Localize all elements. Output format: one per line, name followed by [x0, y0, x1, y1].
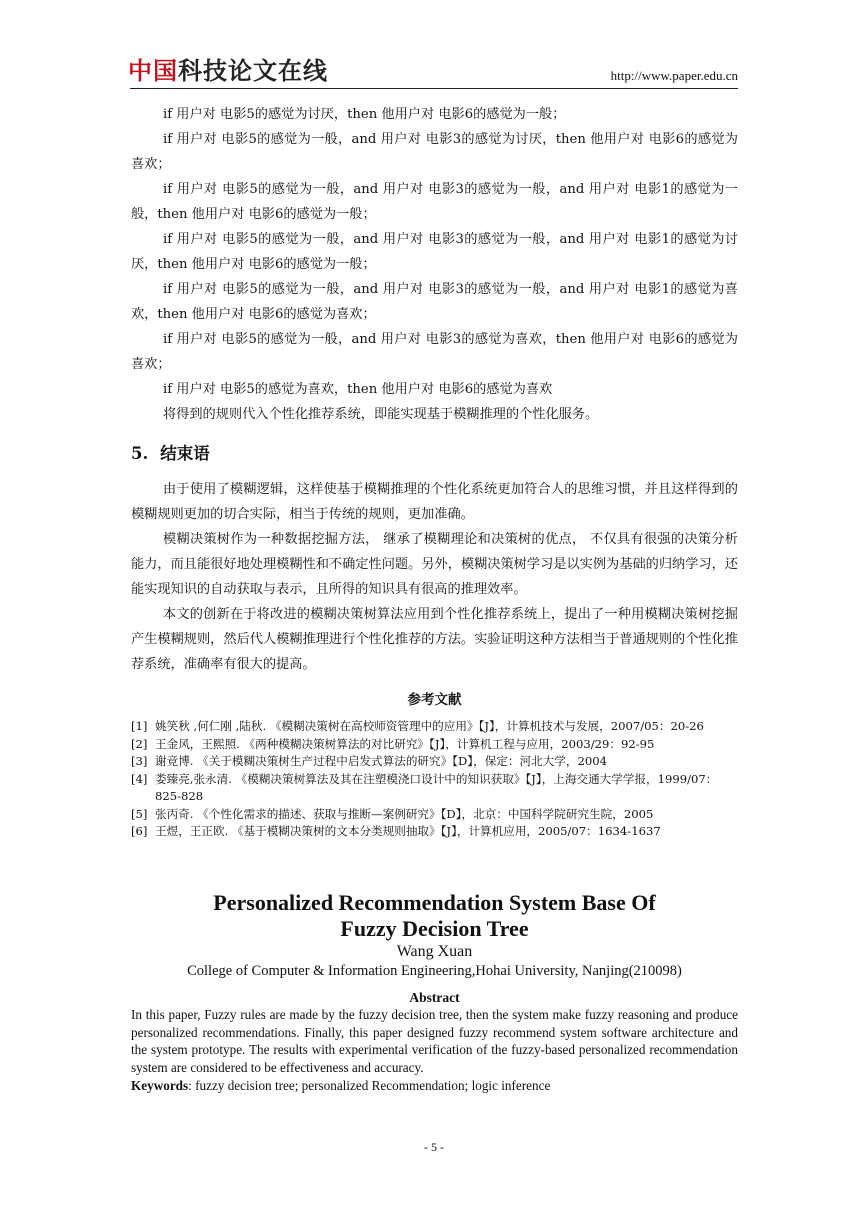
reference-text: 王煜，王正欧. 《基于模糊决策树的文本分类规则抽取》【J】，计算机应用，2005/07：1634-1637 [155, 824, 661, 838]
author-name: Wang Xuan [396, 943, 473, 960]
page-number: - 5 - [424, 1140, 444, 1154]
reference-index: [1] [131, 719, 148, 733]
english-title-line2: Fuzzy Decision Tree [340, 916, 529, 941]
site-logo [128, 56, 328, 86]
section-title: 结束语 [160, 444, 210, 463]
reference-text: 谢竞博. 《关于模糊决策树生产过程中启发式算法的研究》【D】，保定：河北大学，2004 [155, 754, 607, 768]
reference-index: [2] [131, 736, 148, 751]
conclusion-paragraph: 由于使用了模糊逻辑，这样使基于模糊推理的个性化系统更加符合人的思维习惯，并且这样得到的模糊规则更加的切合实际，相当于传统的规则，更加准确。 [131, 482, 738, 522]
rule-paragraph: if 用户对 电影5的感觉为讨厌，then 他用户对 电影6的感觉为一般； [163, 107, 566, 122]
rules-block [131, 102, 738, 427]
reference-index: [5] [131, 806, 148, 821]
references-list [131, 718, 738, 841]
english-title [131, 890, 738, 942]
rule-paragraph: if 用户对 电影5的感觉为一般，and 用户对 电影3的感觉为一般，and 用户对 电影1的感觉为讨厌，then 他用户对 电影6的感觉为一般； [131, 232, 738, 272]
reference-item [131, 806, 738, 824]
reference-item [131, 771, 738, 806]
rule-paragraph: if 用户对 电影5的感觉为喜欢，then 他用户对 电影6的感觉为喜欢 [163, 382, 553, 397]
rule-paragraph: if 用户对 电影5的感觉为一般，and 用户对 电影3的感觉为讨厌，then 他用户对 电影6的感觉为喜欢； [131, 132, 738, 172]
header-divider [130, 88, 738, 89]
reference-item [131, 718, 738, 736]
section-heading [131, 440, 738, 464]
conclusion-paragraph: 本文的创新在于将改进的模糊决策树算法应用到个性化推荐系统上，提出了一种用模糊决策树挖掘产生模糊规则，然后代人模糊推理进行个性化推荐的方法。实验证明这种方法相当于普通规则的个性化推荐系统，准确率有很大的提高。 [131, 607, 738, 672]
keywords-label: Keywords [131, 1078, 189, 1093]
rule-paragraph: if 用户对 电影5的感觉为一般，and 用户对 电影3的感觉为喜欢，then 他用户对 电影6的感觉为喜欢； [131, 332, 738, 372]
reference-text: 娄臻亮,张永清. 《模糊决策树算法及其在注塑模浇口设计中的知识获取》【J】，上海交通大学学报，1999/07：825-828 [155, 771, 718, 803]
keywords-line [131, 1078, 738, 1094]
rule-paragraph: if 用户对 电影5的感觉为一般，and 用户对 电影3的感觉为一般，and 用户对 电影1的感觉为一般，then 他用户对 电影6的感觉为一般； [131, 182, 738, 222]
conclusion-block [131, 477, 738, 677]
abstract-title: Abstract [409, 990, 460, 1005]
logo-red-text: 中国 [128, 57, 178, 85]
reference-item [131, 753, 738, 771]
reference-text: 张丙奇. 《个性化需求的描述、获取与推断—案例研究》【D】，北京：中国科学院研究生院，2005 [155, 806, 654, 821]
reference-text: 王金风，王熙照. 《两种模糊决策树算法的对比研究》【J】，计算机工程与应用，2003/29：92-95 [155, 736, 655, 751]
keywords-text: : fuzzy decision tree; personalized Recommendation; logic inference [188, 1078, 551, 1093]
abstract-body: In this paper, Fuzzy rules are made by the fuzzy decision tree, then the system make fuzzy reasoning and produce personalized recommendations. Finally, this paper designed fuzzy recommend system software architecture and the system prototype. The results with experimental verification of the fuzzy-based personalized recommendation system are considered to be effectiveness and accuracy. [131, 1007, 738, 1075]
reference-item [131, 823, 738, 841]
section-number: 5. [131, 444, 149, 463]
rule-paragraph: if 用户对 电影5的感觉为一般，and 用户对 电影3的感觉为一般，and 用户对 电影1的感觉为喜欢，then 他用户对 电影6的感觉为喜欢； [131, 282, 738, 322]
english-title-line1: Personalized Recommendation System Base Of [213, 890, 656, 915]
rule-summary: 将得到的规则代入个性化推荐系统，即能实现基于模糊推理的个性化服务。 [163, 407, 599, 422]
reference-text: 姚笑秋 ,何仁刚 ,陆秋. 《模糊决策树在高校师资管理中的应用》【J】，计算机技术与发展，2007/05：20-26 [155, 719, 704, 733]
reference-item [131, 736, 738, 754]
reference-index: [6] [131, 824, 148, 838]
author-affiliation: College of Computer & Information Engineering,Hohai University, Nanjing(210098) [187, 963, 682, 979]
conclusion-paragraph: 模糊决策树作为一种数据挖掘方法， 继承了模糊理论和决策树的优点， 不仅具有很强的决策分析能力，而且能很好地处理模糊性和不确定性问题。另外，模糊决策树学习是以实例为基础的归纳学习，还能实现知识的自动获取与表示，且所得的知识具有很高的推理效率。 [131, 532, 738, 597]
header-url: http://www.paper.edu.cn [610, 68, 738, 83]
logo-dark-text: 科技论文在线 [178, 57, 328, 85]
reference-index: [3] [131, 754, 148, 768]
references-title: 参考文献 [407, 692, 462, 708]
reference-index: [4] [131, 771, 148, 786]
